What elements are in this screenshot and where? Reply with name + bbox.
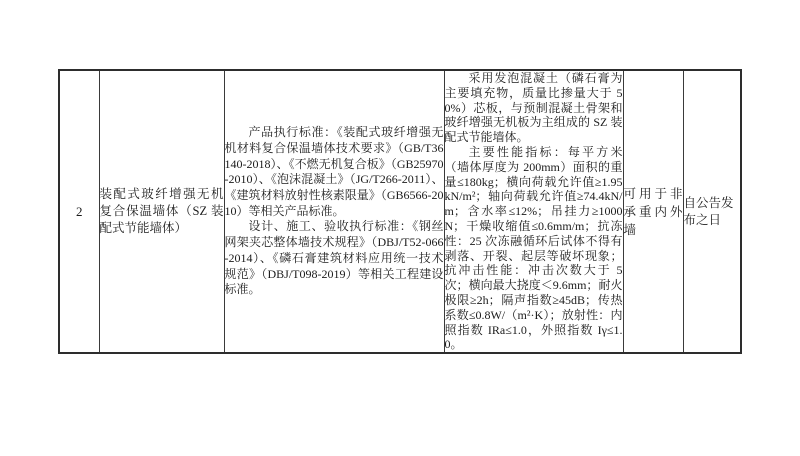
- product-name: 装配式玻纤增强无机复合保温墙体（SZ 装配式节能墙体）: [99, 187, 224, 236]
- performance-cell: [444, 70, 623, 353]
- performance-text: 采用发泡混凝土（磷石膏为主要填充物，质量比掺量大于 50%）芯板，与预制混凝土骨架和玻纤增强无机板为主组成的 SZ 装配式节能墙体。 主要性能指标：每平方米（墙体厚度为 200mm）面积的重量≤180kg；横向荷载允许值≥1.95kN/m²；轴向荷载允许值≥74.4kN/m；含水率≤12%；吊挂力≥1000N；干燥收缩值≤0.6mm/m；抗冻性：25 次冻融循环后试体不得有剥落、开裂、起层等破坏现象；抗冲击性能：冲击次数大于 5 次；横向最大挠度＜9.6mm；耐火极限≥2h；隔声指数≥45dB；传热系数≤0.8W/（m²·K）；放射性：内照指数 IRa≤1.0，外照指数 Iγ≤1.0。: [444, 71, 623, 352]
- table-row: [59, 70, 741, 353]
- standards-cell: [224, 70, 444, 353]
- effective-date-cell: [683, 70, 741, 353]
- usage-scope-text: 可用于非承重内外墙: [623, 186, 683, 237]
- effective-date-text: 自公告发布之日: [683, 195, 734, 227]
- usage-scope-cell: [623, 70, 683, 353]
- products-table: [58, 69, 742, 354]
- row-number: 2: [76, 203, 83, 219]
- row-number-cell: [59, 70, 99, 353]
- product-name-cell: [99, 70, 224, 353]
- standards-text: 产品执行标准：《装配式玻纤增强无机材料复合保温墙体技术要求》（GB/T36140-2018）、《不燃无机复合板》（GB25970-2010）、《泡沫混凝土》（JG/T266-2011）、《建筑材料放射性核素限量》（GB6566-2010）等相关产品标准。 设计、施工、验收执行标准：《钢丝网架夹芯整体墙技术规程》（DBJ/T52-066-2014）、《磷石膏建筑材料应用统一技术规范》（DBJ/T098-2019）等相关工程建设标准。: [224, 125, 444, 297]
